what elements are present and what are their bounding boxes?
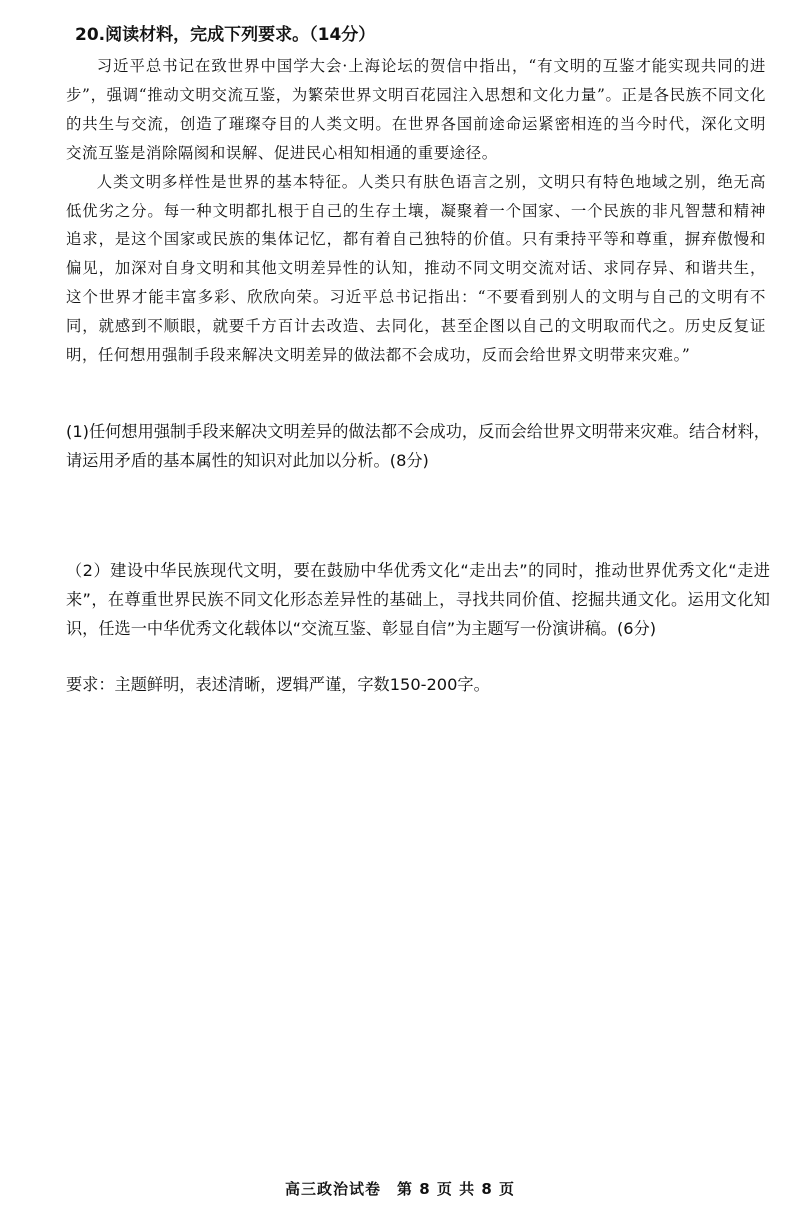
page-footer: 高三政治试卷 第 8 页 共 8 页 xyxy=(285,1180,515,1198)
sub-question-1 xyxy=(66,417,770,475)
question-title: 20.阅读材料，完成下列要求。（14分） xyxy=(75,25,376,45)
answer-space-2[interactable] xyxy=(66,705,770,1165)
material-paragraph-1: 习近平总书记在致世界中国学大会·上海论坛的贺信中指出，“有文明的互鉴才能实现共同的进步”，强调“推动文明交流互鉴，为繁荣世界文明百花园注入思想和文化力量”。正是各民族不同文化的共生与交流，创造了璀璨夺目的人类文明。在世界各国前途命运紧密相连的当今时代，深化文明交流互鉴是消除隔阂和误解、促进民心相知相通的重要途径。 xyxy=(66,57,766,162)
requirement-text: 要求：主题鲜明，表述清晰，逻辑严谨，字数150-200字。 xyxy=(66,675,490,694)
answer-space-1[interactable] xyxy=(66,478,770,548)
sub-question-2 xyxy=(66,556,770,643)
sub-question-1-text: (1)任何想用强制手段来解决文明差异的做法都不会成功，反而会给世界文明带来灾难。结合材料，请运用矛盾的基本属性的知识对此加以分析。(8分) xyxy=(66,422,770,470)
reading-material xyxy=(66,52,766,370)
sub-question-2-text: （2）建设中华民族现代文明，要在鼓励中华优秀文化“走出去”的同时，推动世界优秀文化“走进来”，在尊重世界民族不同文化形态差异性的基础上，寻找共同价值、挖掘共通文化。运用文化知识，任选一中华优秀文化载体以“交流互鉴、彰显自信”为主题写一份演讲稿。(6分) xyxy=(66,561,770,638)
material-paragraph-2: 人类文明多样性是世界的基本特征。人类只有肤色语言之别，文明只有特色地域之别，绝无高低优劣之分。每一种文明都扎根于自己的生存土壤，凝聚着一个国家、一个民族的非凡智慧和精神追求，是这个国家或民族的集体记忆，都有着自己独特的价值。只有秉持平等和尊重，摒弃傲慢和偏见，加深对自身文明和其他文明差异性的认知，推动不同文明交流对话、求同存异、和谐共生，这个世界才能丰富多彩、欣欣向荣。习近平总书记指出：“不要看到别人的文明与自己的文明有不同，就感到不顺眼，就要千方百计去改造、去同化，甚至企图以自己的文明取而代之。历史反复证明，任何想用强制手段来解决文明差异的做法都不会成功，反而会给世界文明带来灾难。” xyxy=(66,172,766,365)
